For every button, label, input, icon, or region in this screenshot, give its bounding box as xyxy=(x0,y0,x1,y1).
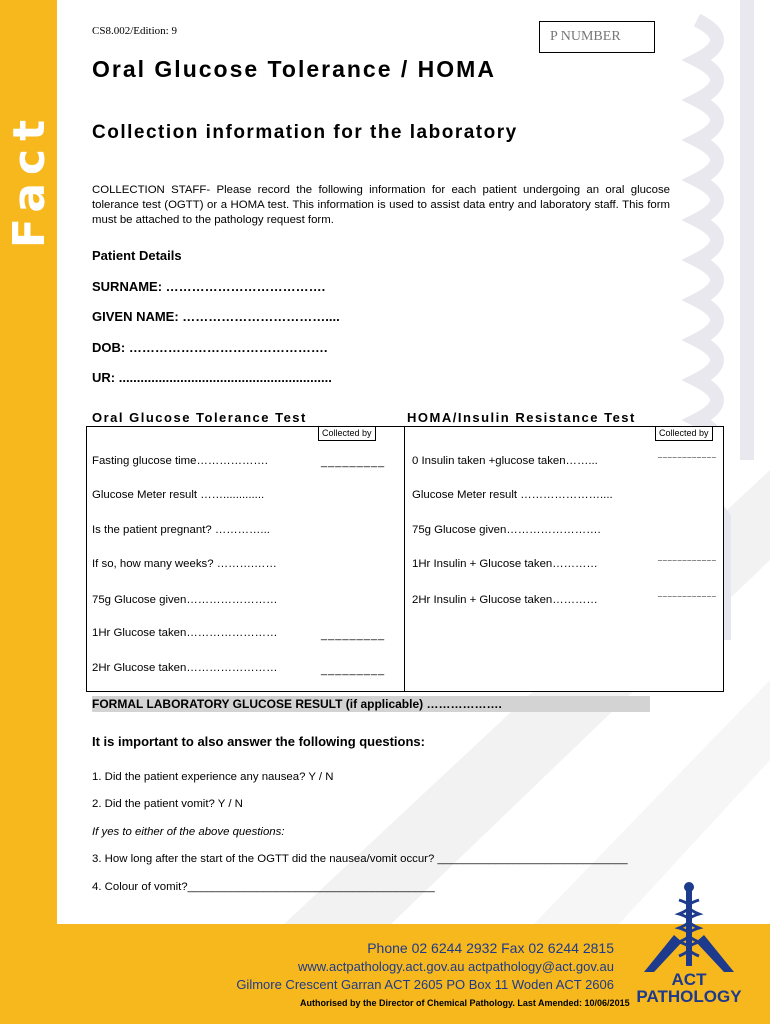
surname-field[interactable]: SURNAME: ………………………………. xyxy=(92,279,326,294)
homa-collected-by-blank[interactable]: ____________ xyxy=(658,590,717,597)
sidebar-band xyxy=(0,0,115,1024)
homa-collected-by-header: Collected by xyxy=(655,426,713,441)
page-subtitle: Collection information for the laboratory xyxy=(92,122,518,143)
p-number-field[interactable]: P NUMBER xyxy=(539,21,655,53)
homa-collected-by-blank[interactable]: ____________ xyxy=(658,554,717,561)
logo-text-pathology: PATHOLOGY xyxy=(636,987,742,1006)
homa-row[interactable]: 2Hr Insulin + Glucose taken………… xyxy=(412,594,598,606)
logo-text-act: ACT xyxy=(671,970,707,989)
formal-result-field[interactable]: FORMAL LABORATORY GLUCOSE RESULT (if applicable) ………………. xyxy=(92,696,650,712)
footer-address: Gilmore Crescent Garran ACT 2605 PO Box 11 Woden ACT 2606 xyxy=(236,977,614,992)
ogtt-row[interactable]: Fasting glucose time………………. xyxy=(92,455,268,467)
homa-row[interactable]: 75g Glucose given……………………. xyxy=(412,524,601,536)
fact-sheet-label: Fact Sheet xyxy=(4,88,115,272)
question-nausea[interactable]: 1. Did the patient experience any nausea? Y / N xyxy=(92,771,334,783)
question-timing[interactable]: 3. How long after the start of the OGTT did the nausea/vomit occur? ______________________________ xyxy=(92,853,628,865)
intro-text: COLLECTION STAFF- Please record the following information for each patient undergoing an oral glucose tolerance test (OGTT) or a HOMA test. This information is used to assist data entry and laboratory staff. This form must be attached to the pathology request form. xyxy=(92,184,670,226)
ogtt-collected-by-blank[interactable]: _________ xyxy=(321,456,386,468)
given-name-field[interactable]: GIVEN NAME: …………………………….... xyxy=(92,309,340,324)
caduceus-icon xyxy=(624,880,754,972)
patient-details-heading: Patient Details xyxy=(92,248,182,263)
question-colour[interactable]: 4. Colour of vomit?_______________________________________ xyxy=(92,881,435,893)
ogtt-row[interactable]: If so, how many weeks? ……….…… xyxy=(92,558,277,570)
ogtt-collected-by-blank[interactable]: _________ xyxy=(321,629,386,641)
homa-collected-by-blank[interactable]: ____________ xyxy=(658,451,717,458)
ogtt-title: Oral Glucose Tolerance Test xyxy=(92,410,307,425)
question-vomit[interactable]: 2. Did the patient vomit? Y / N xyxy=(92,798,243,810)
homa-title: HOMA/Insulin Resistance Test xyxy=(407,410,636,425)
page-title: Oral Glucose Tolerance / HOMA xyxy=(92,56,496,82)
act-pathology-logo xyxy=(624,880,754,1010)
ogtt-row[interactable]: 1Hr Glucose taken…………………… xyxy=(92,627,278,639)
dob-field[interactable]: DOB: ………………………………………. xyxy=(92,340,328,355)
questions-note: If yes to either of the above questions: xyxy=(92,826,285,838)
ogtt-collected-by-blank[interactable]: _________ xyxy=(321,664,386,676)
questions-heading: It is important to also answer the following questions: xyxy=(92,734,425,749)
homa-row[interactable]: 1Hr Insulin + Glucose taken………… xyxy=(412,558,598,570)
ogtt-row[interactable]: 75g Glucose given…………………… xyxy=(92,594,278,606)
homa-row[interactable]: 0 Insulin taken +glucose taken……... xyxy=(412,455,598,467)
footer-phone: Phone 02 6244 2932 Fax 02 6244 2815 xyxy=(367,940,614,956)
ogtt-row[interactable]: 2Hr Glucose taken…………………… xyxy=(92,662,278,674)
ur-field[interactable]: UR: ........................................................... xyxy=(92,370,332,385)
ogtt-collected-by-header: Collected by xyxy=(318,426,376,441)
footer-web[interactable]: www.actpathology.act.gov.au actpathology@act.gov.au xyxy=(298,959,614,974)
edition-label: CS8.002/Edition: 9 xyxy=(92,25,177,37)
authorised-note: Authorised by the Director of Chemical Pathology. Last Amended: 10/06/2015 xyxy=(300,998,630,1008)
homa-row[interactable]: Glucose Meter result ………………….... xyxy=(412,489,613,501)
ogtt-row[interactable]: Is the patient pregnant? …………... xyxy=(92,524,270,536)
ogtt-row[interactable]: Glucose Meter result ……............. xyxy=(92,489,265,501)
